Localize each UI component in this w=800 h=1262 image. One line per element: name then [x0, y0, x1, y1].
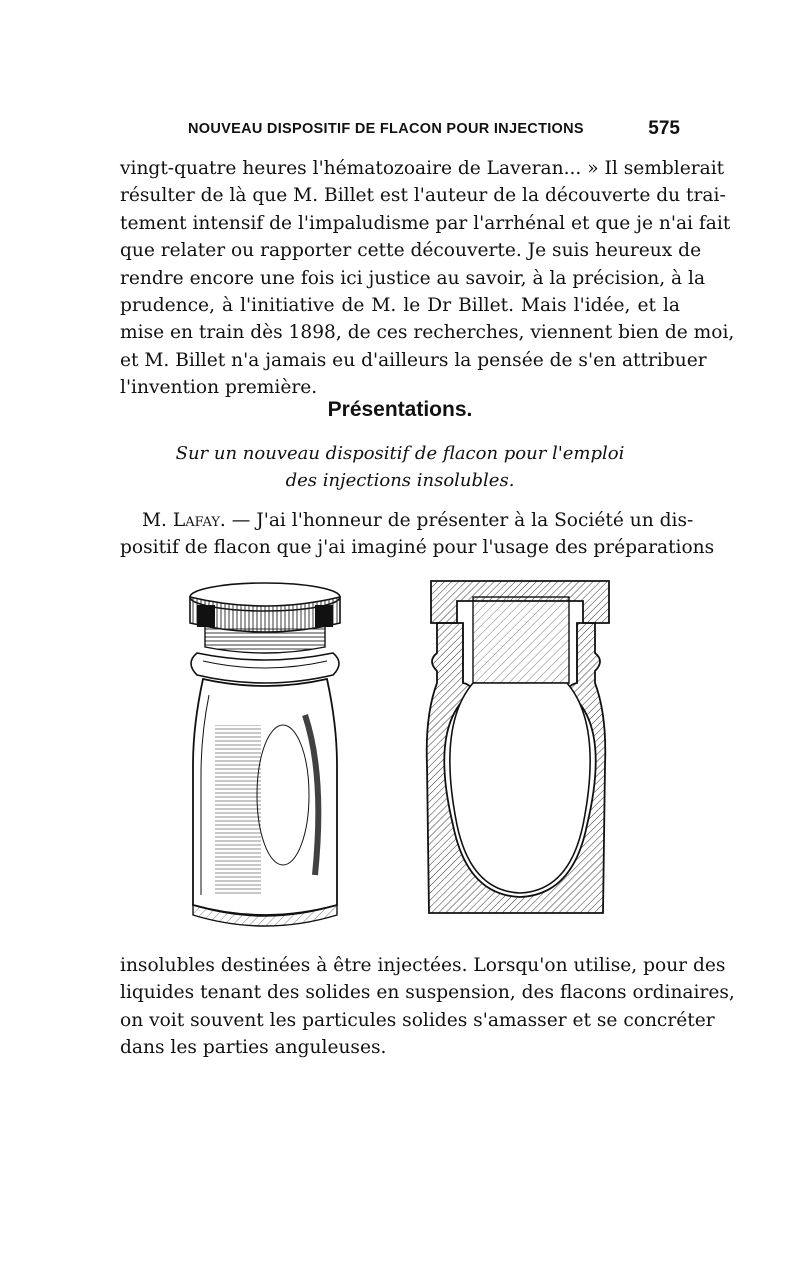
- presentation-paragraph: [120, 507, 715, 562]
- text-line: liquides tenant des solides en suspension, des flacons ordinaires,: [120, 982, 735, 1004]
- subtitle-line: Sur un nouveau dispositif de flacon pour l'emploi: [175, 443, 625, 464]
- text-line: insolubles destinées à être injectées. Lorsqu'on utilise, pour des: [120, 955, 726, 976]
- text-line: et M. Billet n'a jamais eu d'ailleurs la pensée de s'en attribuer: [120, 349, 707, 371]
- text-line: résulter de là que M. Billet est l'auteur de la découverte du trai-: [120, 185, 726, 207]
- author-name: M. Lafay.: [142, 510, 226, 531]
- text-line: l'invention première.: [120, 377, 318, 399]
- text-line: [120, 507, 694, 534]
- subtitle-line: des injections insolubles.: [285, 470, 515, 491]
- text-line: prudence, à l'initiative de M. le Dr Billet. Mais l'idée, et la: [120, 294, 680, 316]
- text-line: on voit souvent les particules solides s'amasser et se concréter: [120, 1009, 715, 1031]
- text-line: dans les parties anguleuses.: [120, 1037, 387, 1059]
- page-number: 575: [648, 118, 680, 139]
- text-line: rendre encore une fois ici justice au savoir, à la précision, à la: [120, 267, 706, 289]
- text-line: tement intensif de l'impaludisme par l'arrhénal et que je n'ai fait: [120, 212, 731, 234]
- intro-paragraph: [120, 155, 735, 402]
- closing-paragraph: [120, 952, 735, 1062]
- article-subtitle: [120, 440, 680, 494]
- text-line: positif de flacon que j'ai imaginé pour l'usage des préparations: [120, 537, 715, 559]
- glass-vial-exterior: [190, 583, 340, 926]
- figure: [175, 575, 625, 940]
- running-head: [120, 118, 680, 142]
- text-line: mise en train dès 1898, de ces recherches, viennent bien de moi,: [120, 322, 735, 344]
- text-line: vingt-quatre heures l'hématozoaire de Laveran... » Il semblerait: [120, 158, 725, 179]
- text-line: que relater ou rapporter cette découverte. Je suis heureux de: [120, 240, 702, 262]
- text-fragment: — J'ai l'honneur de présenter à la Société un dis-: [225, 510, 694, 531]
- vial-cross-section: [427, 581, 609, 913]
- running-title: NOUVEAU DISPOSITIF DE FLACON POUR INJECTIONS: [188, 121, 584, 137]
- section-heading: Présentations.: [327, 398, 473, 421]
